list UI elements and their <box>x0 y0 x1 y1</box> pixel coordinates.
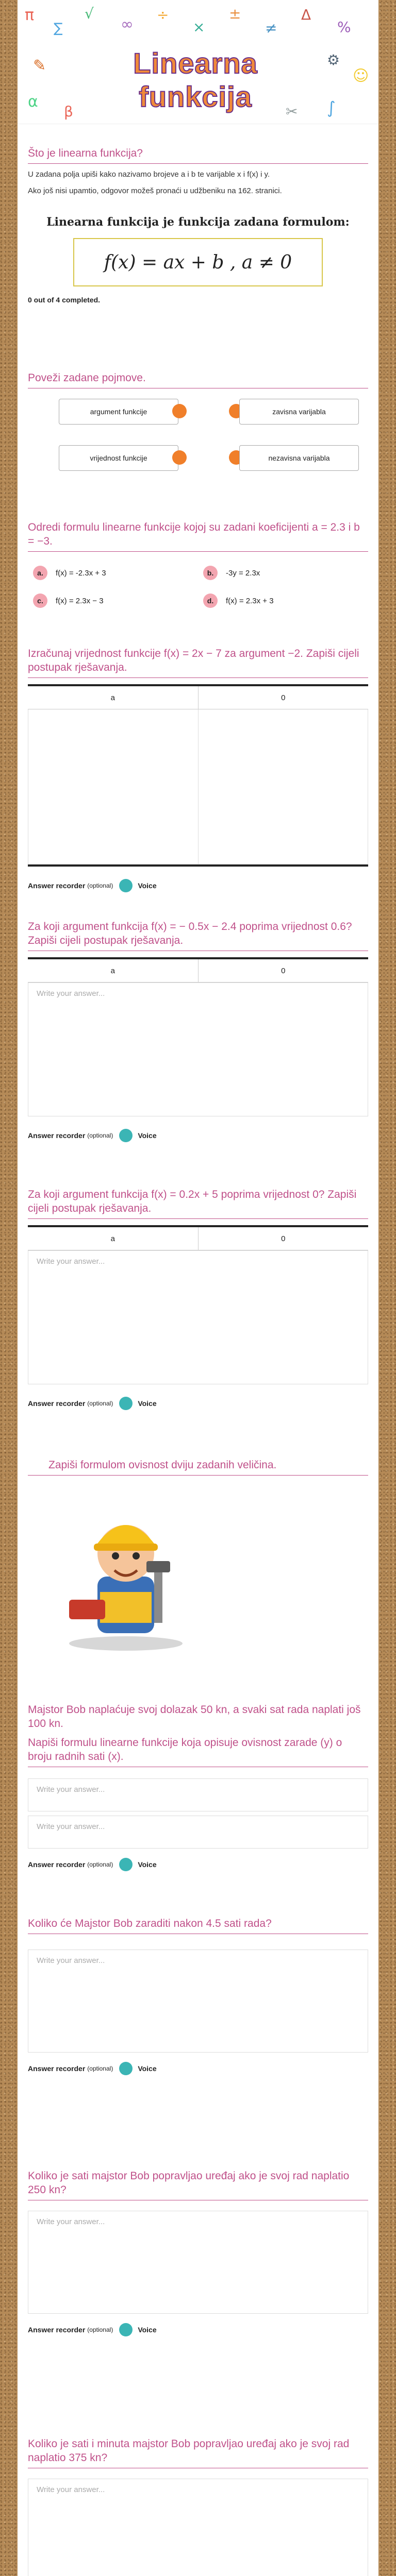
bob-q1a: Majstor Bob naplaćuje svoj dolazak 50 kn, a svaki sat rada naplati još 100 kn. <box>28 1704 361 1730</box>
beta-doodle: β <box>64 103 73 120</box>
match1-question: Poveži zadane pojmove. <box>28 372 146 384</box>
bob-q3-answer-input[interactable]: Write your answer... <box>28 2211 368 2314</box>
q3-header <box>28 1227 368 1250</box>
table1-col-1: a <box>110 693 115 702</box>
divider <box>28 551 368 552</box>
table1-cell-b[interactable] <box>198 709 368 864</box>
answer-recorder <box>28 2062 368 2075</box>
microphone-icon[interactable] <box>119 1397 133 1410</box>
divider <box>28 1218 368 1219</box>
choice-option-a[interactable] <box>33 566 106 580</box>
bob-section <box>28 1458 368 1482</box>
sigma-doodle: ∑ <box>54 21 63 36</box>
percent-doodle: % <box>337 19 351 36</box>
worksheet <box>18 0 378 2576</box>
connector-dot[interactable] <box>172 404 187 418</box>
recorder-label: Answer recorder <box>28 2064 86 2073</box>
gear-icon: ⚙ <box>327 52 340 69</box>
option-text: f(x) = 2.3x − 3 <box>56 596 104 605</box>
q3-answer-input[interactable]: Write your answer... <box>28 1250 368 1384</box>
answer-recorder <box>28 2323 368 2336</box>
bob-q2-section <box>28 1917 368 2075</box>
choice-option-b[interactable] <box>203 566 260 580</box>
table1-cell-a[interactable] <box>28 709 198 864</box>
formula-box <box>73 238 323 286</box>
bob-q1b: Napiši formulu linearne funkcije koja opisuje ovisnost zarade (y) o broju radnih sati (x). <box>28 1737 342 1762</box>
intro-heading: Što je linearna funkcija? <box>28 147 143 159</box>
microphone-icon[interactable] <box>119 1858 133 1871</box>
bob-q1-section <box>28 1703 368 1871</box>
option-text: f(x) = 2.3x + 3 <box>226 596 274 605</box>
q3-question: Za koji argument funkcija f(x) = 0.2x + 5 poprima vrijednost 0? Zapiši cijeli postupak rješavanja. <box>28 1189 357 1214</box>
option-letter: d. <box>203 594 218 608</box>
answer-recorder <box>28 1397 368 1410</box>
bob-the-builder-image <box>48 1489 203 1659</box>
match1-left-item[interactable]: argument funkcije <box>59 399 178 425</box>
divider <box>28 677 368 678</box>
bob-q3-section <box>28 2169 368 2336</box>
pencil-icon: ✎ <box>33 57 46 75</box>
answer-recorder <box>28 1858 368 1871</box>
match-section-1 <box>28 371 368 388</box>
table1-question: Izračunaj vrijednost funkcije f(x) = 2x − 7 za argument −2. Zapiši cijeli postupak rješavanja. <box>28 648 359 673</box>
table1-header <box>28 686 368 709</box>
option-letter: c. <box>33 594 47 608</box>
recorder-label: Answer recorder <box>28 1131 86 1140</box>
plusminus-doodle: ± <box>229 5 241 22</box>
alpha-doodle: α <box>28 93 38 111</box>
voice-label[interactable]: Voice <box>138 1131 157 1140</box>
recorder-label: Answer recorder <box>28 1399 86 1408</box>
choice-section <box>28 520 368 552</box>
divider <box>28 1475 368 1476</box>
smiley-doodle: ☺ <box>353 67 369 85</box>
q2-answer-input[interactable]: Write your answer... <box>28 982 368 1116</box>
q2-col-1: a <box>110 966 115 975</box>
microphone-icon[interactable] <box>119 1129 133 1142</box>
match1-right-item[interactable]: nezavisna varijabla <box>239 445 359 471</box>
table-bottom-bar <box>28 865 368 867</box>
recorder-optional: (optional) <box>87 1400 113 1407</box>
progress-text: 0 out of 4 completed. <box>28 296 101 304</box>
notequal-doodle: ≠ <box>265 20 277 37</box>
divide-doodle: ÷ <box>157 6 169 23</box>
choice-option-c[interactable] <box>33 594 104 608</box>
voice-label[interactable]: Voice <box>138 882 157 890</box>
root-doodle: √ <box>85 5 94 22</box>
recorder-optional: (optional) <box>87 882 113 889</box>
q2-col-2: 0 <box>198 959 369 982</box>
recorder-optional: (optional) <box>87 2065 113 2072</box>
recorder-label: Answer recorder <box>28 2326 86 2334</box>
formula-text: f(x) = ax + b , a ≠ 0 <box>104 251 292 273</box>
intro-line-1: U zadana polja upiši kako nazivamo brojeve a i b te varijable x i f(x) i y. <box>28 170 270 179</box>
q2-section <box>28 920 368 1142</box>
answer-recorder <box>28 1129 368 1142</box>
bob-q1-answer-input[interactable]: Write your answer... <box>28 1778 368 1811</box>
table1-section <box>28 647 368 892</box>
microphone-icon[interactable] <box>119 2323 133 2336</box>
integral-doodle: ∫ <box>327 98 336 117</box>
q3-col-2: 0 <box>198 1227 369 1250</box>
times-doodle: × <box>193 19 205 36</box>
bob-heading: Zapiši formulom ovisnost dviju zadanih veličina. <box>48 1459 277 1471</box>
intro-line-2: Ako još nisi upamtio, odgovor možeš pronaći u udžbeniku na 162. stranici. <box>28 187 282 195</box>
voice-label[interactable]: Voice <box>138 2064 157 2073</box>
page-title-box <box>79 46 311 113</box>
formula-caption: Linearna funkcija je funkcija zadana formulom: <box>46 215 350 229</box>
bob-q4: Koliko je sati i minuta majstor Bob popravljao uređaj ako je svoj rad naplatio 375 kn? <box>28 2438 350 2464</box>
infinity-doodle: ∞ <box>121 15 134 33</box>
recorder-optional: (optional) <box>87 1132 113 1139</box>
option-text: -3y = 2.3x <box>226 568 260 578</box>
voice-label[interactable]: Voice <box>138 1860 157 1869</box>
voice-label[interactable]: Voice <box>138 2326 157 2334</box>
delta-doodle: Δ <box>301 6 311 23</box>
recorder-optional: (optional) <box>87 1861 113 1868</box>
q2-question: Za koji argument funkcija f(x) = − 0.5x − 2.4 poprima vrijednost 0.6? Zapiši cijeli postupak rješavanja. <box>28 921 352 946</box>
match1-row-1 <box>59 397 396 426</box>
q2-header <box>28 959 368 982</box>
divider <box>28 163 368 164</box>
intro-section <box>28 146 368 304</box>
bob-q4-section <box>28 2437 368 2576</box>
bob-q2: Koliko će Majstor Bob zaraditi nakon 4.5 sati rada? <box>28 1918 272 1929</box>
microphone-icon[interactable] <box>119 879 133 892</box>
connector-dot[interactable] <box>172 450 187 465</box>
page-title: Linearna funkcija <box>133 47 258 113</box>
choice-question: Odredi formulu linearne funkcije kojoj su zadani koeficijenti a = 2.3 i b = −3. <box>28 521 360 547</box>
q3-section <box>28 1188 368 1410</box>
header-banner <box>18 0 378 124</box>
match1-left-item[interactable]: vrijednost funkcije <box>59 445 178 471</box>
choice-option-d[interactable] <box>203 594 274 608</box>
bob-q2-answer-input[interactable]: Write your answer... <box>28 1950 368 2053</box>
table1-col-2: 0 <box>198 686 369 709</box>
option-letter: b. <box>203 566 218 580</box>
scissors-icon: ✂ <box>286 103 298 120</box>
recorder-label: Answer recorder <box>28 882 86 890</box>
q3-col-1: a <box>110 1234 115 1243</box>
bob-q4-answer-input[interactable]: Write your answer... <box>28 2479 368 2576</box>
table1-body <box>28 709 368 865</box>
pi-doodle: π <box>25 6 35 24</box>
option-letter: a. <box>33 566 47 580</box>
bob-q3: Koliko je sati majstor Bob popravljao uređaj ako je svoj rad naplatio 250 kn? <box>28 2170 350 2196</box>
microphone-icon[interactable] <box>119 2062 133 2075</box>
voice-label[interactable]: Voice <box>138 1399 157 1408</box>
match1-row-2 <box>59 443 396 472</box>
match1-right-item[interactable]: zavisna varijabla <box>239 399 359 425</box>
recorder-label: Answer recorder <box>28 1860 86 1869</box>
bob-q1-answer-input-2[interactable]: Write your answer... <box>28 1816 368 1849</box>
option-text: f(x) = -2.3x + 3 <box>56 568 106 578</box>
answer-recorder <box>28 879 368 892</box>
recorder-optional: (optional) <box>87 2326 113 2333</box>
